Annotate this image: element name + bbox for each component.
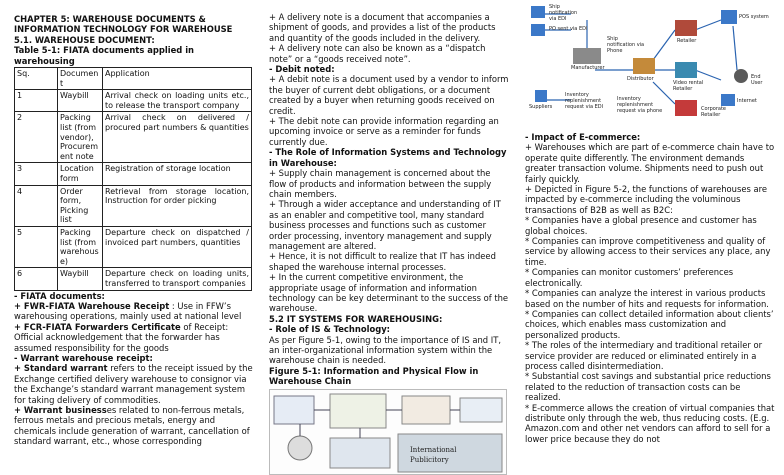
role-is-tech-title: - Role of IS & Technology: (269, 324, 391, 335)
distributor-icon (633, 58, 655, 74)
column-1 (14, 14, 254, 447)
figure-label-international: International (410, 445, 457, 454)
figure-5-1-image (269, 389, 507, 475)
ecommerce-bullet-1: * Companies have a global presence and customer has global choices. (525, 215, 757, 236)
corporate-retailer-icon (675, 100, 697, 116)
diagram-label: Video rental Retailer (673, 80, 704, 92)
ecommerce-p1: + Warehouses which are part of e-commerce chain have to operate quite differently. The environment demands greater transaction volume. Shipments need to push out fairly quickly. (525, 142, 775, 184)
table-cell: Packing list (from vendor), Procurem ent note (58, 112, 103, 163)
table-cell: Departure check on loading units, transferred to transport companies (103, 268, 252, 290)
table-cell: 1 (15, 90, 58, 112)
table-cell: Retrieval from storage location, Instruction for order picking (103, 185, 252, 226)
table-header-cell: Application (103, 68, 252, 90)
table-caption-line2: warehousing (14, 55, 75, 66)
diagram-label: Inventory replenishment request via phone (617, 96, 663, 114)
internet-icon (721, 94, 735, 106)
table-cell: 5 (15, 226, 58, 267)
standard-warrant-text: refers to the receipt issued by the Exchange certified delivery warehouse to consignor via the Exchange’s standard warrant management system for taking delivery of commodities. (14, 363, 253, 405)
fcr-paragraph (14, 322, 254, 353)
diagram-label: Internet (737, 98, 757, 104)
ecommerce-bullet-4: * Companies can analyze the interest in various products based on the number of hits and requests for information. (525, 288, 769, 309)
figure-label-publicitory: Publicitory (410, 455, 449, 464)
diagram-label: Corporate Retailer (701, 106, 726, 118)
chapter-heading-line2: INFORMATION TECHNOLOGY FOR WAREHOUSE (14, 24, 233, 35)
ecommerce-bullet-6: * The roles of the intermediary and traditional retailer or service provider are reduced or eliminated entirely in a process called disintermediation. (525, 340, 763, 371)
table-cell: Order form, Picking list (58, 185, 103, 226)
fwr-text: : Use in FFW’s warehousing operations, mainly used at national level (14, 300, 242, 322)
warrant-business-paragraph (14, 405, 254, 447)
ecommerce-bullet-8: * E-commerce allows the creation of virtual companies that distribute only through the web, thus reducing costs. (E.g. Amazon.com and other net vendors can afford to sell for a lower price because they do not (525, 402, 775, 444)
role-is-tech-p: As per Figure 5-1, owing to the importance of IS and IT, an inter-organizational information system within the warehouse chain is needed. (269, 334, 501, 366)
diagram-label: Suppliers (529, 104, 553, 110)
section-5-2-title: 5.2 IT SYSTEMS FOR WAREHOUSING: (269, 313, 443, 324)
fcr-term: + FCR-FIATA Forwarders Certificate (14, 321, 181, 332)
diagram-label: POS system (739, 14, 769, 20)
column-3 (525, 0, 775, 444)
table-header-cell: Documen t (58, 68, 103, 90)
warrant-receipt-title: - Warrant warehouse receipt: (14, 352, 153, 363)
diagram-label: Ship notification via EDI (549, 4, 578, 22)
table-caption-line1: Table 5-1: FIATA documents applied in (14, 45, 195, 56)
fcr-text: of Receipt: Official acknowledgement that the forwarder has assumed responsibility for the goods (14, 321, 229, 353)
fwr-paragraph (14, 301, 254, 322)
role-p4: + In the current competitive environment, the appropriate usage of information and information technology can be key determinant to the success of the warehouse. (269, 272, 509, 314)
section-heading: 5.1. WAREHOUSE DOCUMENT: (14, 34, 155, 45)
table-header-cell: Sq. (15, 68, 58, 90)
table-cell: 4 (15, 185, 58, 226)
standard-warrant-paragraph (14, 363, 254, 405)
standard-warrant-term: + Standard warrant (14, 363, 108, 374)
delivery-note-p1: + A delivery note is a document that accompanies a shipment of goods, and provides a list of the products and quantity of the goods included in the delivery. (269, 12, 496, 43)
table-cell: Packing list (from warehous e) (58, 226, 103, 267)
ecommerce-bullet-3: * Companies can monitor customers’ preferences electronically. (525, 267, 734, 288)
table-row (15, 185, 252, 226)
ecommerce-bullet-5: * Companies can collect detailed information about clients’ choices, which enables mass customization and personalized products. (525, 308, 774, 340)
warrant-business-term: + Warrant business (14, 404, 107, 415)
table-cell: 2 (15, 112, 58, 163)
table-cell: Registration of storage location (103, 163, 252, 185)
table-row (15, 226, 252, 267)
supply-chain-diagram (525, 0, 771, 122)
table-header-row (15, 68, 252, 90)
chapter-heading-line1: CHAPTER 5: WAREHOUSE DOCUMENTS & (14, 14, 206, 24)
table-cell: Location form (58, 163, 103, 185)
suppliers-icon (535, 90, 547, 102)
table-row (15, 90, 252, 112)
ecommerce-section (525, 132, 775, 444)
ecommerce-p2: + Depicted in Figure 5-2, the functions of warehouses are impacted by e-commerce including the voluminous transactions of B2B as well as B2C: (525, 184, 768, 215)
fiata-docs-title: - FIATA documents: (14, 290, 105, 301)
debit-note-p2: + The debit note can provide information regarding an upcoming invoice or serve as a reminder for funds currently due. (269, 116, 499, 147)
diagram-label: Ship notification via Phone (607, 36, 645, 54)
diagram-label: Distributor (627, 76, 654, 82)
end-user-icon (734, 69, 748, 83)
retailer-icon (675, 20, 697, 36)
table-cell: Arrival check on delivered / procured part numbers & quantities (103, 112, 252, 163)
ecommerce-impact-title: - Impact of E-commerce: (525, 132, 641, 142)
table-cell: Waybill (58, 90, 103, 112)
table-cell: 6 (15, 268, 58, 290)
diagram-label: Manufacturer (571, 65, 605, 71)
manufacturer-icon (573, 48, 601, 64)
role-p1: + Supply chain management is concerned about the flow of products and information between the supply chain members. (269, 168, 492, 199)
ecommerce-bullet-7: * Substantial cost savings and substantial price reductions related to the reduction of transaction costs can be realized. (525, 371, 771, 403)
pos-system-icon (721, 10, 737, 24)
diagram-label: End User (751, 74, 763, 86)
diagram-label: PO sent via EDI (549, 26, 588, 32)
fiata-documents-table (14, 67, 252, 290)
debit-note-p1: + A debit note is a document used by a vendor to inform the buyer of current debt obligations, or a document created by a buyer when returning goods received on credit. (269, 74, 509, 116)
warehouse-chain-illustration (270, 390, 506, 474)
fwr-term: + FWR-FIATA Warehouse Receipt (14, 300, 170, 311)
table-cell: Arrival check on loading units etc., to release the transport company (103, 90, 252, 112)
role-p2: + Through a wider acceptance and understanding of IT as an enabler and competitive tool, many standard business processes and functions such as customer order processing, inventory management and supply management are altered. (269, 199, 501, 251)
ecommerce-bullet-2: * Companies can improve competitiveness and quality of service by allowing access to their services any place, any time. (525, 236, 771, 267)
role-is-title: - The Role of Information Systems and Technology in Warehouse: (269, 147, 507, 168)
diagram-label: Retailer (677, 38, 697, 44)
role-p3: + Hence, it is not difficult to realize that IT has indeed shaped the warehouse internal processes. (269, 251, 496, 272)
column-2 (269, 12, 509, 475)
po-computer-icon (531, 24, 545, 36)
warrant-business-text: es related to non-ferrous metals, ferrous metals and precious metals, energy and chemicals include generation of warrant, cancellation of standard warrant, etc., whose corresponding (14, 404, 250, 447)
table-cell: Departure check on dispatched / invoiced part numbers, quantities (103, 226, 252, 267)
edi-computer-icon (531, 6, 545, 18)
table-row (15, 268, 252, 290)
diagram-label: Inventory replenishment request via EDI (565, 92, 604, 110)
table-cell: Waybill (58, 268, 103, 290)
debit-note-title: - Debit noted: (269, 64, 335, 75)
figure-5-1-title: Figure 5-1: Information and Physical Flow in Warehouse Chain (269, 365, 479, 387)
table-row (15, 112, 252, 163)
delivery-note-p2: + A delivery note can also be known as a “dispatch note” or a “goods received note”. (269, 43, 486, 64)
video-retailer-icon (675, 62, 697, 78)
table-cell: 3 (15, 163, 58, 185)
table-row (15, 163, 252, 185)
